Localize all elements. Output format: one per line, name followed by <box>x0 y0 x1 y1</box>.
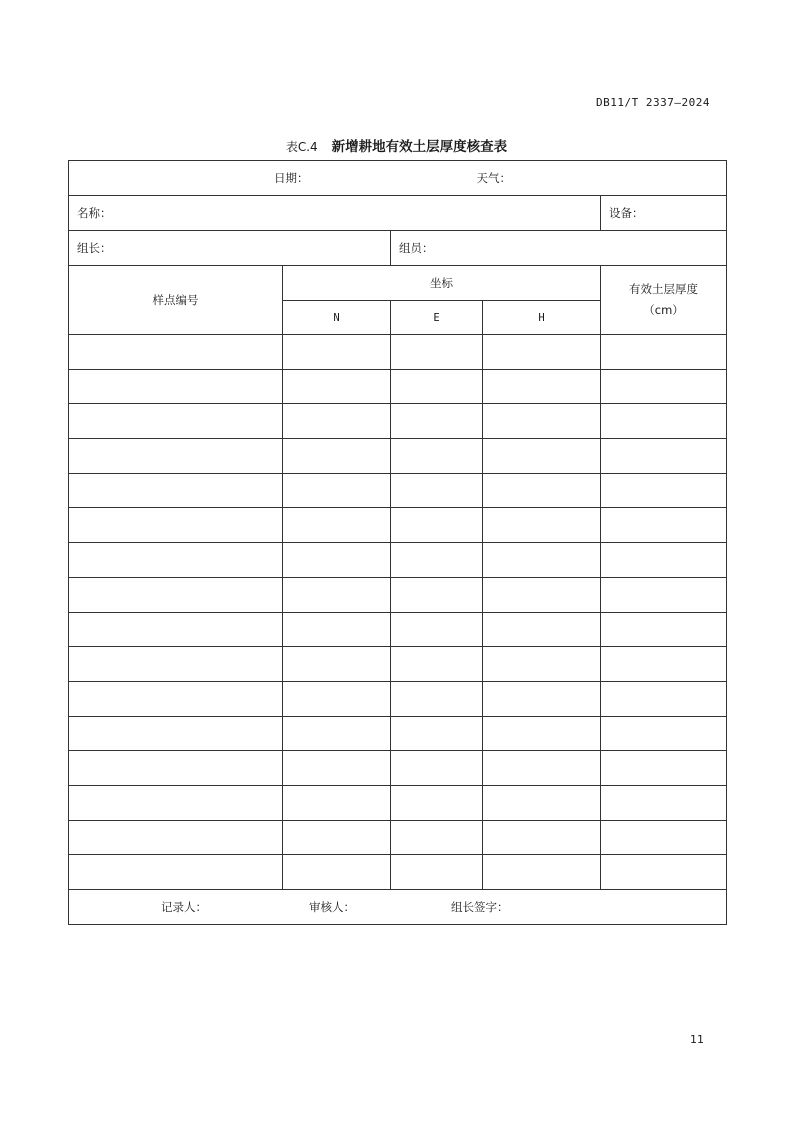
n-cell[interactable] <box>283 785 391 820</box>
h-cell[interactable] <box>483 577 601 612</box>
n-cell[interactable] <box>283 473 391 508</box>
n-cell[interactable] <box>283 404 391 439</box>
name-equipment-row <box>69 196 727 231</box>
equipment-label: 设备： <box>609 206 644 220</box>
thickness-cell[interactable] <box>601 473 727 508</box>
sample-id-cell[interactable] <box>69 404 283 439</box>
signature-row <box>69 890 727 925</box>
sample-id-cell[interactable] <box>69 439 283 474</box>
e-cell[interactable] <box>391 335 483 370</box>
table-row <box>69 508 727 543</box>
thickness-cell[interactable] <box>601 439 727 474</box>
e-cell[interactable] <box>391 473 483 508</box>
h-cell[interactable] <box>483 751 601 786</box>
e-cell[interactable] <box>391 681 483 716</box>
members-cell[interactable] <box>391 231 727 266</box>
sample-id-cell[interactable] <box>69 369 283 404</box>
standard-code: DB11/T 2337—2024 <box>596 96 710 109</box>
thickness-cell[interactable] <box>601 716 727 751</box>
members-label: 组员： <box>399 241 434 255</box>
leader-members-row <box>69 231 727 266</box>
sample-id-cell[interactable] <box>69 335 283 370</box>
e-cell[interactable] <box>391 404 483 439</box>
sample-id-cell[interactable] <box>69 612 283 647</box>
e-cell[interactable] <box>391 543 483 578</box>
n-cell[interactable] <box>283 577 391 612</box>
table-row <box>69 855 727 890</box>
thickness-cell[interactable] <box>601 404 727 439</box>
h-cell[interactable] <box>483 612 601 647</box>
e-cell[interactable] <box>391 612 483 647</box>
table-title-text: 新增耕地有效土层厚度核查表 <box>331 139 508 155</box>
table-row <box>69 785 727 820</box>
table-row <box>69 543 727 578</box>
table-row <box>69 473 727 508</box>
h-cell[interactable] <box>483 335 601 370</box>
header-h: H <box>483 301 601 335</box>
date-weather-row <box>69 161 727 196</box>
reviewer-label: 审核人： <box>309 900 355 914</box>
thickness-cell[interactable] <box>601 543 727 578</box>
h-cell[interactable] <box>483 785 601 820</box>
table-row <box>69 577 727 612</box>
sample-id-cell[interactable] <box>69 647 283 682</box>
h-cell[interactable] <box>483 647 601 682</box>
n-cell[interactable] <box>283 751 391 786</box>
e-cell[interactable] <box>391 716 483 751</box>
table-title <box>0 135 793 155</box>
header-thickness-unit: （cm） <box>643 303 684 317</box>
leader-label: 组长： <box>77 241 112 255</box>
table-row <box>69 751 727 786</box>
thickness-cell[interactable] <box>601 647 727 682</box>
h-cell[interactable] <box>483 681 601 716</box>
n-cell[interactable] <box>283 369 391 404</box>
name-label: 名称： <box>77 206 112 220</box>
e-cell[interactable] <box>391 855 483 890</box>
thickness-cell[interactable] <box>601 855 727 890</box>
table-row <box>69 335 727 370</box>
header-coordinates: 坐标 <box>283 266 601 301</box>
equipment-cell[interactable] <box>601 196 727 231</box>
n-cell[interactable] <box>283 820 391 855</box>
h-cell[interactable] <box>483 716 601 751</box>
n-cell[interactable] <box>283 681 391 716</box>
e-cell[interactable] <box>391 439 483 474</box>
sample-id-cell[interactable] <box>69 577 283 612</box>
e-cell[interactable] <box>391 647 483 682</box>
verification-form-table <box>68 160 727 925</box>
header-thickness <box>601 266 727 335</box>
thickness-cell[interactable] <box>601 612 727 647</box>
h-cell[interactable] <box>483 439 601 474</box>
h-cell[interactable] <box>483 508 601 543</box>
header-n: N <box>283 301 391 335</box>
table-row <box>69 612 727 647</box>
thickness-cell[interactable] <box>601 751 727 786</box>
leader-cell[interactable] <box>69 231 391 266</box>
n-cell[interactable] <box>283 439 391 474</box>
n-cell[interactable] <box>283 716 391 751</box>
sample-id-cell[interactable] <box>69 820 283 855</box>
table-row <box>69 369 727 404</box>
thickness-cell[interactable] <box>601 785 727 820</box>
n-cell[interactable] <box>283 855 391 890</box>
sample-id-cell[interactable] <box>69 855 283 890</box>
h-cell[interactable] <box>483 473 601 508</box>
h-cell[interactable] <box>483 369 601 404</box>
e-cell[interactable] <box>391 369 483 404</box>
table-row <box>69 647 727 682</box>
sample-id-cell[interactable] <box>69 508 283 543</box>
table-row <box>69 820 727 855</box>
thickness-cell[interactable] <box>601 577 727 612</box>
h-cell[interactable] <box>483 404 601 439</box>
date-label: 日期： <box>274 171 309 185</box>
thickness-cell[interactable] <box>601 508 727 543</box>
n-cell[interactable] <box>283 612 391 647</box>
name-cell[interactable] <box>69 196 601 231</box>
h-cell[interactable] <box>483 543 601 578</box>
header-sample-id: 样点编号 <box>69 266 283 335</box>
thickness-cell[interactable] <box>601 681 727 716</box>
header-e: E <box>391 301 483 335</box>
leader-sign-label: 组长签字： <box>451 900 509 914</box>
e-cell[interactable] <box>391 751 483 786</box>
recorder-label: 记录人： <box>161 900 207 914</box>
thickness-cell[interactable] <box>601 335 727 370</box>
sample-id-cell[interactable] <box>69 751 283 786</box>
sample-id-cell[interactable] <box>69 681 283 716</box>
table-row <box>69 681 727 716</box>
n-cell[interactable] <box>283 543 391 578</box>
n-cell[interactable] <box>283 335 391 370</box>
sample-id-cell[interactable] <box>69 473 283 508</box>
table-number: 表C.4 <box>285 140 318 154</box>
sample-id-cell[interactable] <box>69 785 283 820</box>
table-row <box>69 716 727 751</box>
e-cell[interactable] <box>391 508 483 543</box>
page-number: 11 <box>690 1033 704 1046</box>
e-cell[interactable] <box>391 577 483 612</box>
e-cell[interactable] <box>391 820 483 855</box>
weather-label: 天气： <box>476 171 511 185</box>
table-row <box>69 404 727 439</box>
sample-rows <box>69 335 727 890</box>
thickness-cell[interactable] <box>601 820 727 855</box>
header-thickness-label: 有效土层厚度 <box>629 282 699 296</box>
sample-id-cell[interactable] <box>69 716 283 751</box>
column-header-row <box>69 266 727 301</box>
n-cell[interactable] <box>283 647 391 682</box>
table-row <box>69 439 727 474</box>
sample-id-cell[interactable] <box>69 543 283 578</box>
e-cell[interactable] <box>391 785 483 820</box>
thickness-cell[interactable] <box>601 369 727 404</box>
h-cell[interactable] <box>483 820 601 855</box>
h-cell[interactable] <box>483 855 601 890</box>
n-cell[interactable] <box>283 508 391 543</box>
